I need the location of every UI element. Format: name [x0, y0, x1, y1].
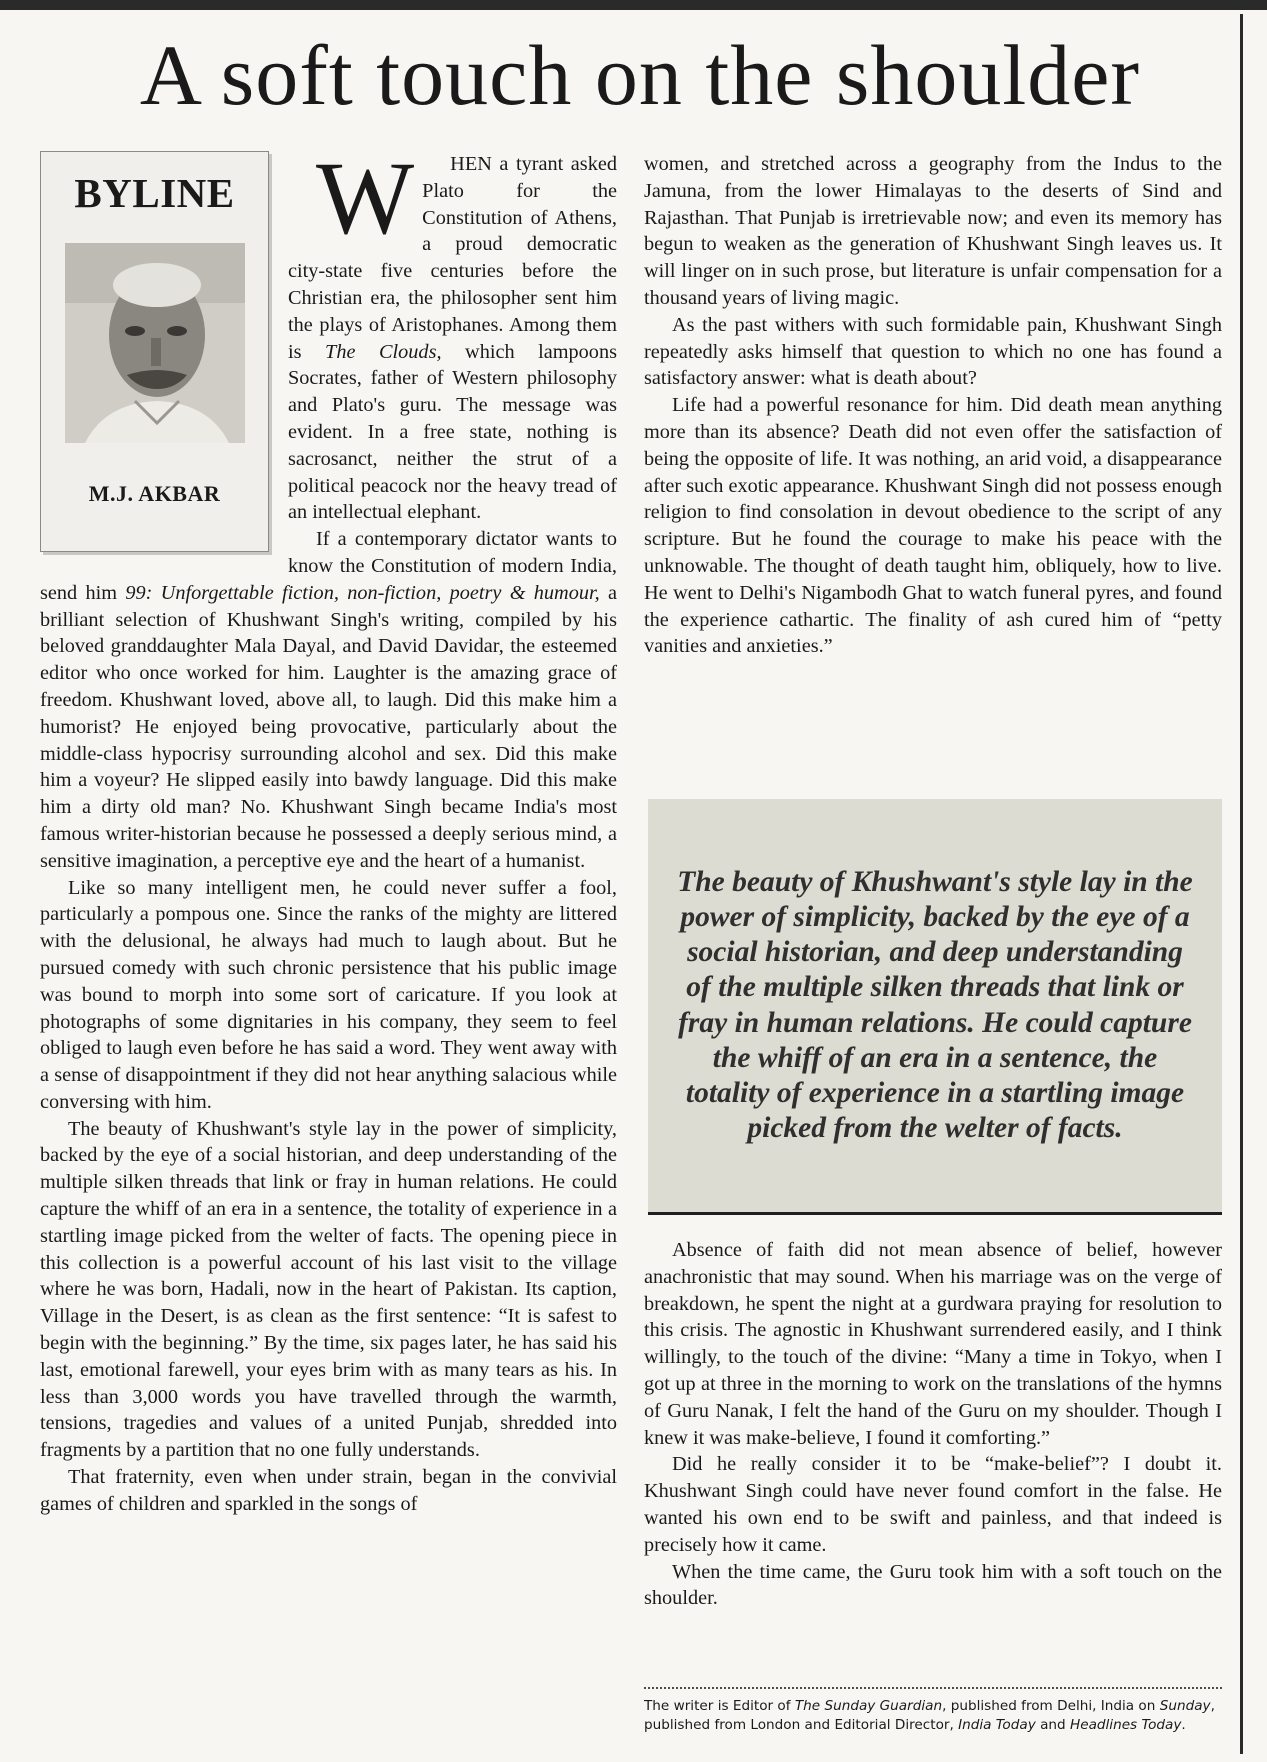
credit-text: The writer is Editor of — [644, 1698, 795, 1714]
credit-publication: The Sunday Guardian — [794, 1698, 943, 1714]
credit-text: , published from London and Editorial Director, — [644, 1698, 1215, 1733]
pull-quote — [648, 799, 1222, 1215]
paragraph-9: Absence of faith did not mean absence of belief, however anachronistic that may sound. When his marriage was on the verge of breakdown, he spent the night at a gurdwara praying for resolution to this crisis. The agnostic in Khushwant surrendered easily, and I think willingly, to the touch of the divine: “Many a time in Tokyo, when I got up at three in the morning to work on the translations of the hymns of Guru Nanak, I felt the hand of the Guru on my shoulder. Though I knew it was make-believe, I found it comforting.” — [644, 1239, 1222, 1449]
credit-text: . — [1181, 1717, 1186, 1733]
book-title: 99: Unforgettable fiction, non-fiction, poetry & humour, — [125, 581, 600, 604]
p2-text: If a contemporary dictator wants to know the Constitution of modern India, send him — [40, 528, 617, 604]
credit-text: , published from Delhi, India on — [942, 1698, 1160, 1714]
pull-quote-text: The beauty of Khushwant's style lay in the power of simplicity, backed by the eye of a social historian, and deep understanding of the multiple silken threads that link or fray in human relations. He could capture the whiff of an era in a sentence, the totality of experience in a startling image picked from the welter of facts. — [677, 865, 1193, 1145]
author-portrait-icon — [65, 243, 245, 443]
column-left — [40, 141, 618, 1518]
p1-italic: The Clouds, — [325, 340, 442, 363]
top-rule — [0, 0, 1267, 10]
paragraph-4: The beauty of Khushwant's style lay in the power of simplicity, backed by the eye of a social historian, and deep understanding of the multiple silken threads that link or fray in human relations. He could capture the whiff of an era in a sentence, the totality of experience in a startling image picked from the welter of facts. The opening piece in this collection is a powerful account of his last visit to the village where he was born, Hadali, now in the heart of Pakistan. Its caption, Village in the Desert, is as clean as the first sentence: “It is safest to begin with the beginning.” By the time, six pages later, he has said his last, emotional farewell, your eyes brim with as many tears as his. In less than 3,000 words you have travelled through the warmth, tensions, tragedies and values of a united Punjab, shredded into fragments by a partition that no one fully understands. — [40, 1117, 617, 1462]
paragraph-11: When the time came, the Guru took him with a soft touch on the shoulder. — [644, 1560, 1222, 1610]
credit-publication: Headlines Today — [1069, 1717, 1182, 1733]
paragraph-8: Life had a powerful resonance for him. Did death mean anything more than its absence? Death did not even offer the satisfaction of being the opposite of life. It was nothing, an arid void, a disappearance after such exotic appearance. Khushwant Singh did not possess enough religion to find consolation in devout obedience to the script of any scripture. But he found the courage to make his peace with the unknowable. The thought of death taught him, obliquely, how to live. He went to Delhi's Nigambodh Ghat to watch funeral pyres, and found the experience cathartic. The finality of ash cured him of “petty vanities and anxieties.” — [644, 394, 1222, 658]
portrait-svg — [65, 243, 245, 443]
headline: A soft touch on the shoulder — [139, 27, 1141, 123]
column-right-top — [644, 151, 1222, 660]
credit-publication: Sunday — [1159, 1698, 1211, 1714]
p1-end: which lampoons Socrates, father of Western philosophy and Plato's guru. The message was evident. In a free state, nothing is sacrosanct, neither the strut of a political peacock nor the heavy tread of an intellectual elephant. — [288, 340, 617, 524]
byline-box — [40, 151, 269, 552]
credit-text: and — [1035, 1717, 1070, 1733]
drop-cap: W — [316, 141, 415, 256]
paragraph-10: Did he really consider it to be “make-belief”? I doubt it. Khushwant Singh could have never found comfort in the false. He wanted his own end to be swift and painless, and that indeed is precisely how it came. — [644, 1453, 1222, 1556]
p1-text: HEN a tyrant asked Plato for the Constitution of Athens, a proud democratic city-state five centuries before the Christian era, the philosopher sent him the plays of Aristophanes. Among them is — [288, 153, 617, 363]
paragraph-3: Like so many intelligent men, he could never suffer a fool, particularly a pompous one. Since the ranks of the mighty are littered with the delusional, he always had much to laugh about. But he pursued comedy with such chronic persistence that his public image was bound to morph into some sort of caricature. If you look at photographs of some dignitaries in his company, they seem to feel obliged to laugh even before he has said a word. They went away with a sense of disappointment if they did not hear anything salacious while conversing with him. — [40, 876, 617, 1113]
column-right-bottom — [644, 1237, 1222, 1612]
paragraph-2 — [40, 526, 617, 874]
author-credits — [644, 1687, 1222, 1735]
byline-label: BYLINE — [74, 170, 235, 216]
paragraph-7: As the past withers with such formidable pain, Khushwant Singh repeatedly asks himself that question to which no one has found a satisfactory answer: what is death about? — [644, 313, 1222, 390]
paragraph-6: women, and stretched across a geography from the Indus to the Jamuna, from the lower Himalayas to the deserts of Sind and Rajasthan. That Punjab is irretrievable now; and even its memory has begun to weaken as the generation of Khushwant Singh leaves us. It will linger on in such prose, but literature is unfair compensation for a thousand years of living magic. — [644, 153, 1222, 309]
author-name: M.J. AKBAR — [88, 480, 221, 506]
p2-end: a brilliant selection of Khushwant Singh's writing, compiled by his beloved granddaughter Mala Dayal, and David Davidar, the esteemed editor who once worked for him. Laughter is the amazing grace of freedom. Khushwant loved, above all, to laugh. Did this make him a humorist? He enjoyed being provocative, particularly about the middle-class hypocrisy surrounding alcohol and sex. Did this make him a voyeur? He slipped easily into bawdy language. Did this make him a dirty old man? No. Khushwant Singh became India's most famous writer-historian because he possessed a deeply serious mind, a sensitive imagination, a perceptive eye and the heart of a humanist. — [40, 581, 618, 872]
paragraph-5: That fraternity, even when under strain, began in the convivial games of children and sparkled in the songs of — [40, 1466, 617, 1515]
credit-publication: India Today — [958, 1717, 1036, 1733]
